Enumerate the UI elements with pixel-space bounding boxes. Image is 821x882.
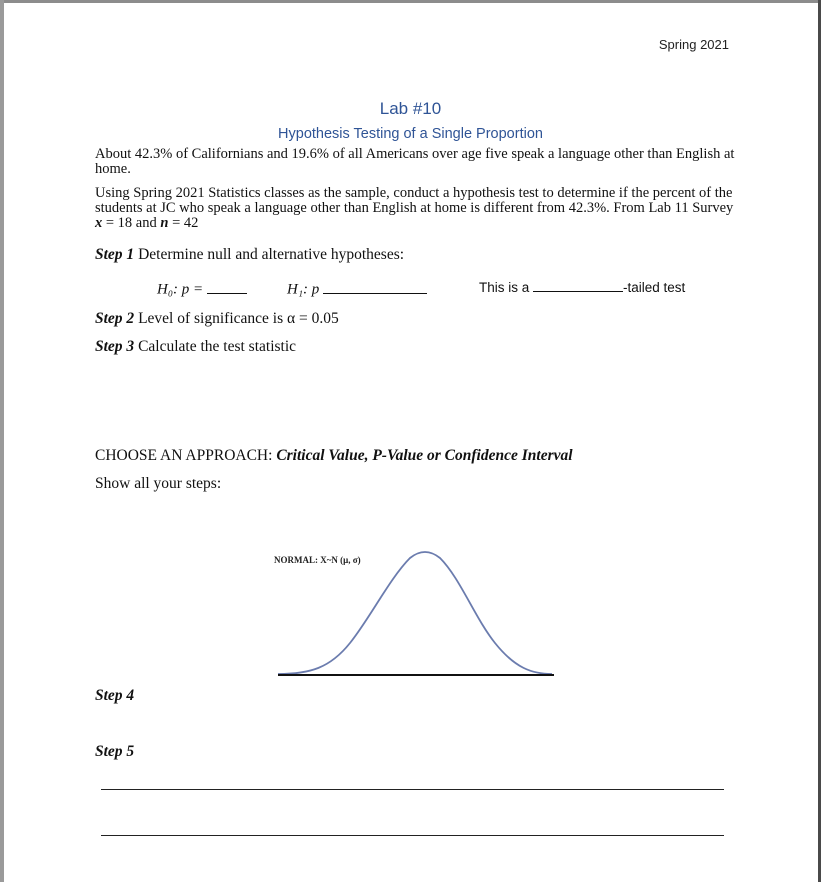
lab-subtitle: Hypothesis Testing of a Single Proportion bbox=[278, 126, 543, 142]
step-4 bbox=[95, 687, 134, 705]
step-3-label: Step 3 bbox=[95, 338, 135, 355]
step-2-text: Level of significance is α = 0.05 bbox=[134, 310, 339, 327]
step-5-label: Step 5 bbox=[95, 743, 135, 760]
step-2-label: Step 2 bbox=[95, 310, 135, 327]
lab-title: Lab #10 bbox=[379, 99, 442, 118]
step-1-label: Step 1 bbox=[95, 246, 135, 263]
answer-line-1[interactable] bbox=[101, 789, 724, 790]
alternative-hypothesis-blank[interactable] bbox=[323, 279, 427, 294]
tail-prefix: This is a bbox=[479, 280, 534, 296]
tail-blank[interactable] bbox=[533, 279, 623, 292]
semester-header: Spring 2021 bbox=[658, 37, 729, 52]
null-hypothesis-label: H₀: p = bbox=[157, 281, 207, 298]
x-variable: x bbox=[95, 215, 103, 231]
n-variable: n bbox=[160, 215, 169, 231]
x-value: = 18 and bbox=[102, 215, 161, 231]
normal-curve-label: NORMAL: X~N (μ, σ) bbox=[274, 555, 361, 565]
normal-curve bbox=[278, 552, 552, 674]
null-hypothesis bbox=[157, 279, 247, 299]
answer-line-2[interactable] bbox=[101, 835, 724, 836]
step-1-text: Determine null and alternative hypotheses: bbox=[134, 246, 405, 263]
tail-suffix: -tailed test bbox=[623, 280, 686, 296]
approach-prefix: CHOOSE AN APPROACH: bbox=[95, 447, 277, 464]
step-5 bbox=[95, 743, 134, 761]
intro-paragraph-2 bbox=[95, 186, 735, 231]
choose-approach bbox=[95, 447, 573, 465]
page-top-edge bbox=[0, 0, 821, 3]
show-steps-instruction: Show all your steps: bbox=[95, 475, 222, 492]
step-3-text: Calculate the test statistic bbox=[134, 338, 297, 355]
normal-curve-figure bbox=[270, 548, 560, 683]
tail-type bbox=[479, 279, 685, 295]
step-2 bbox=[95, 310, 339, 328]
intro-paragraph-2-text: Using Spring 2021 Statistics classes as the sample, conduct a hypothesis test to determine if the percent of the students at JC who speak a language other than English at home is different from 42.3%. From Lab 11 Survey bbox=[95, 185, 734, 216]
approach-options: Critical Value, P-Value or Confidence Interval bbox=[276, 447, 573, 464]
intro-paragraph-1: About 42.3% of Californians and 19.6% of all Americans over age five speak a language other than English at home. bbox=[95, 146, 735, 177]
alternative-hypothesis-label: H₁: p bbox=[287, 281, 324, 298]
n-value: = 42 bbox=[168, 215, 199, 231]
step-3 bbox=[95, 338, 296, 356]
null-hypothesis-blank[interactable] bbox=[207, 279, 247, 294]
step-1 bbox=[95, 246, 404, 264]
step-4-label: Step 4 bbox=[95, 687, 135, 704]
alternative-hypothesis bbox=[287, 279, 427, 299]
